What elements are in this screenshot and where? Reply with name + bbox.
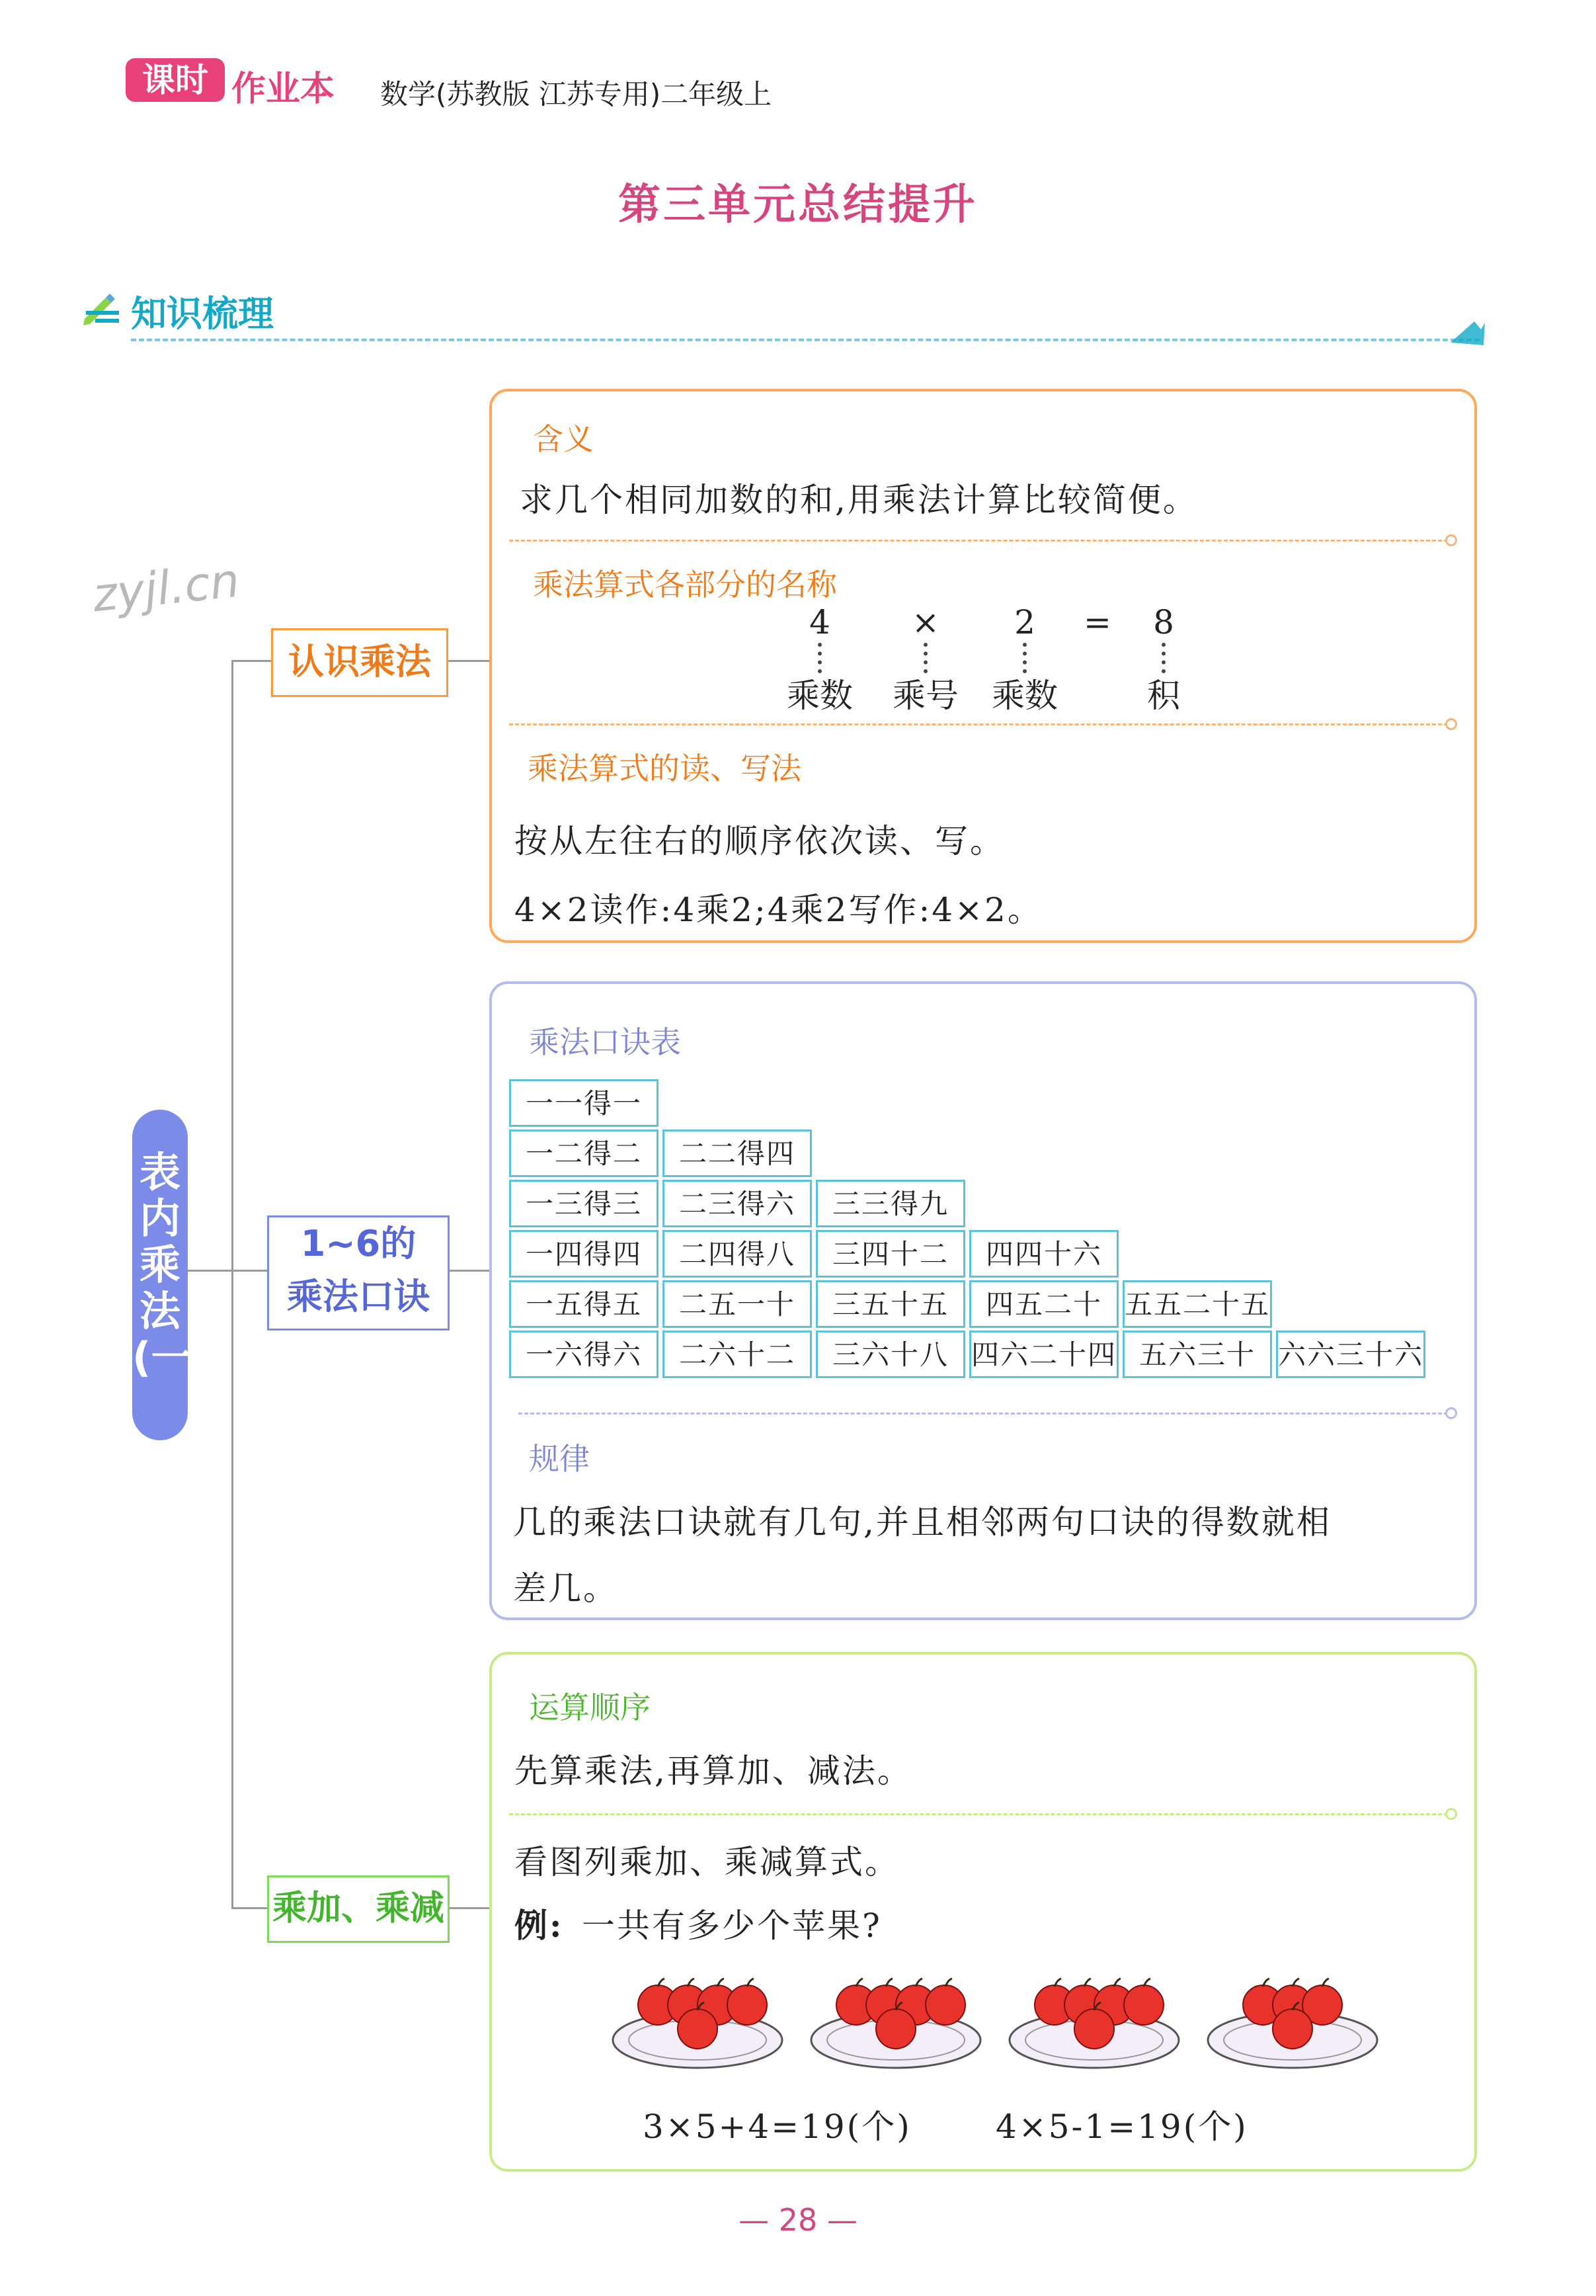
section-divider — [131, 339, 1480, 341]
divider — [509, 540, 1448, 542]
brand-logo: 课时 — [126, 58, 225, 102]
table-title: 乘法口诀表 — [529, 1024, 681, 1060]
divider — [509, 723, 1448, 725]
page-number: — 28 — — [738, 2202, 858, 2238]
apple — [926, 1985, 965, 2025]
term-multiplicand: 4 — [809, 603, 830, 641]
read-write-example: 4×2读作:4乘2;4乘2写作:4×2。 — [514, 891, 1043, 929]
table-cell: 二三得六 — [662, 1180, 812, 1227]
apple-plate — [1005, 1957, 1183, 2076]
table-cell: 四四十六 — [969, 1230, 1119, 1278]
apple-plate — [1203, 1957, 1382, 2076]
apple — [727, 1985, 767, 2025]
name-multiplier: 乘数 — [992, 676, 1058, 715]
tree-root-link — [188, 1270, 267, 1272]
table-cell: 三四十二 — [816, 1230, 965, 1278]
table-cell: 四五二十 — [969, 1280, 1119, 1328]
pencil-icon — [79, 284, 122, 327]
branch-understand-multiplication: 认识乘法 — [271, 628, 448, 697]
branch-tables-line1: 1~6的 — [300, 1223, 417, 1264]
branch2-connector — [446, 1270, 489, 1272]
name-multiplicand: 乘数 — [787, 676, 853, 715]
apple-plates — [608, 1957, 1402, 2076]
apple — [876, 2009, 916, 2049]
name-times-sign: 乘号 — [893, 676, 959, 715]
divider-dot — [1445, 1407, 1457, 1419]
term-times-sign: × — [912, 603, 939, 641]
apple-plate — [608, 1957, 787, 2076]
term-multiplier: 2 — [1014, 603, 1035, 641]
example-instruction: 看图列乘加、乘减算式。 — [514, 1843, 900, 1881]
tree-branch-1 — [231, 660, 271, 662]
meaning-text: 求几个相同加数的和,用乘法计算比较简便。 — [520, 481, 1198, 519]
branch1-connector — [444, 660, 489, 662]
table-cell: 四六二十四 — [969, 1331, 1119, 1378]
decor-arrow-icon — [1448, 316, 1488, 349]
table-cell: 五六三十 — [1123, 1331, 1272, 1378]
name-product: 积 — [1147, 676, 1180, 715]
term-product: 8 — [1153, 603, 1174, 641]
divider — [518, 1413, 1448, 1414]
order-text: 先算乘法,再算加、减法。 — [514, 1752, 912, 1790]
table-cell: 一四得四 — [509, 1230, 658, 1278]
tree-trunk — [231, 660, 233, 1907]
table-cell: 一三得三 — [509, 1180, 658, 1227]
book-subject: 数学(苏教版 江苏专用)二年级上 — [380, 78, 772, 110]
parts-title: 乘法算式各部分的名称 — [533, 567, 837, 602]
multiplication-table — [509, 1079, 1435, 1383]
equation-1: 3×5+4=19(个) — [643, 2108, 912, 2146]
table-cell: 一六得六 — [509, 1331, 658, 1378]
read-write-text: 按从左往右的顺序依次读、写。 — [514, 822, 1005, 860]
table-cell: 二六十二 — [662, 1331, 812, 1378]
example-label: 例: — [514, 1906, 564, 1945]
apple-plate — [807, 1957, 985, 2076]
apple — [1074, 2009, 1114, 2049]
rule-text-line2: 差几。 — [513, 1569, 618, 1608]
apple — [678, 2009, 717, 2049]
table-cell: 五五二十五 — [1123, 1280, 1272, 1328]
rule-text-line1: 几的乘法口诀就有几句,并且相邻两句口诀的得数就相 — [513, 1503, 1332, 1541]
table-cell: 三三得九 — [816, 1180, 965, 1227]
branch3-connector — [446, 1907, 489, 1909]
branch-mult-add-sub: 乘加、乘减 — [267, 1875, 450, 1943]
equation-2: 4×5-1=19(个) — [996, 2108, 1248, 2146]
table-cell: 一二得二 — [509, 1129, 658, 1177]
order-title: 运算顺序 — [529, 1690, 651, 1725]
table-cell: 二二得四 — [662, 1129, 812, 1177]
tree-branch-3 — [231, 1907, 267, 1909]
branch-tables-1-6 — [267, 1215, 450, 1331]
branch-tables-line2: 乘法口诀 — [287, 1276, 430, 1317]
table-cell: 一五得五 — [509, 1280, 658, 1328]
section-title: 知识梳理 — [131, 293, 274, 335]
table-cell: 二五一十 — [662, 1280, 812, 1328]
apple — [1124, 1985, 1164, 2025]
table-cell: 三五十五 — [816, 1280, 965, 1328]
table-cell: 二四得八 — [662, 1230, 812, 1278]
page-title: 第三单元总结提升 — [618, 181, 978, 229]
root-topic — [132, 1110, 211, 1440]
rule-title: 规律 — [529, 1441, 590, 1477]
example-question: 一共有多少个苹果? — [582, 1906, 882, 1945]
divider-dot — [1445, 534, 1457, 546]
term-equals: = — [1084, 603, 1111, 641]
apple — [1273, 2009, 1312, 2049]
watermark: zyjl.cn — [90, 553, 242, 623]
brand-subtitle: 作业本 — [231, 69, 335, 109]
table-cell: 三六十八 — [816, 1331, 965, 1378]
divider — [509, 1813, 1448, 1815]
table-cell: 一一得一 — [509, 1079, 658, 1127]
table-cell: 六六三十六 — [1276, 1331, 1425, 1378]
root-topic-label: 表内乘法(一) — [132, 1148, 211, 1381]
meaning-title: 含义 — [533, 421, 594, 457]
divider-dot — [1445, 718, 1457, 730]
read-write-title: 乘法算式的读、写法 — [528, 751, 801, 786]
divider-dot — [1445, 1808, 1457, 1820]
